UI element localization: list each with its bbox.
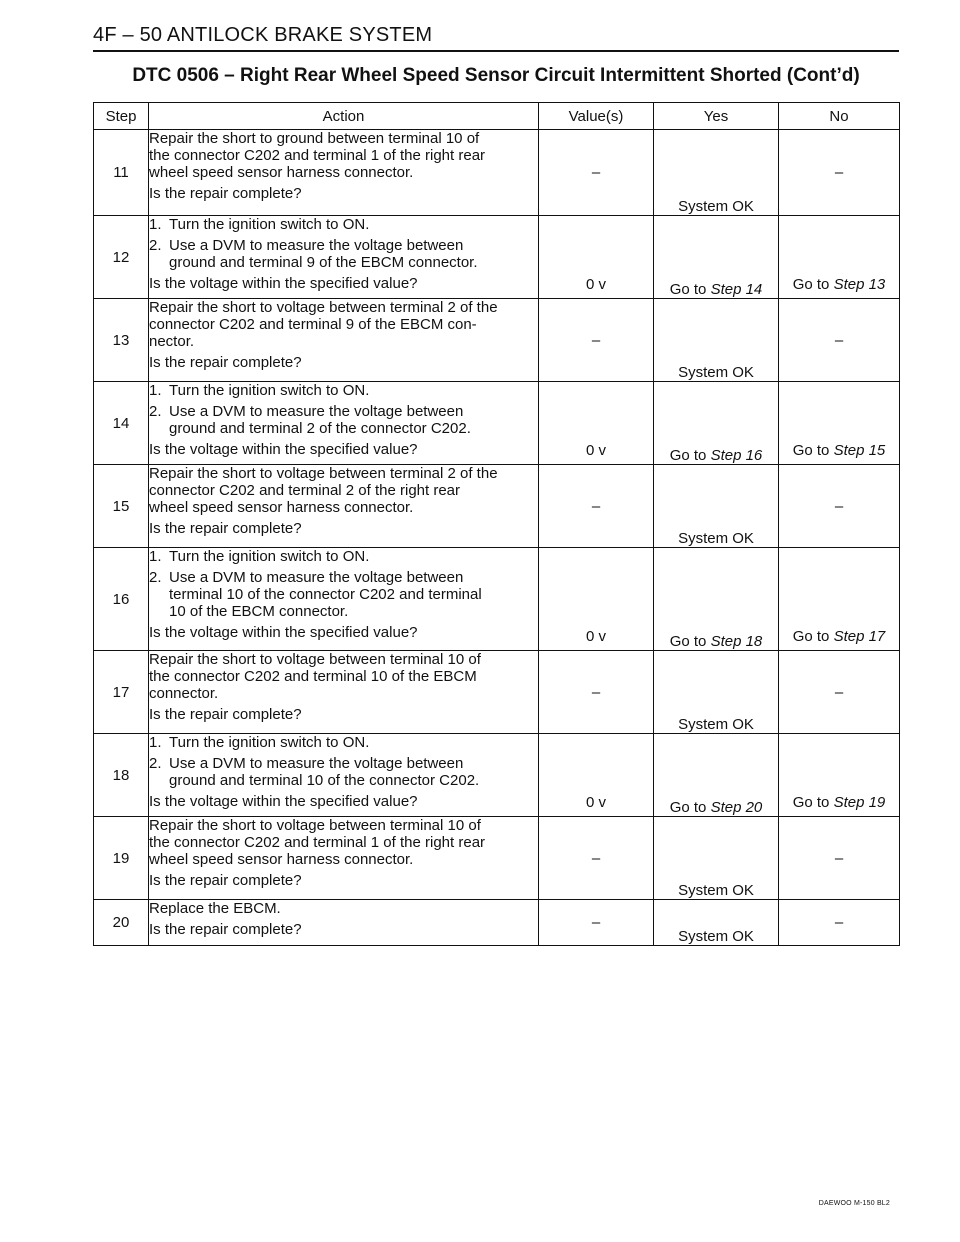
action-cell <box>149 382 539 465</box>
action-step-item <box>149 216 538 233</box>
value-cell: – <box>539 817 654 900</box>
value-cell: – <box>539 651 654 734</box>
action-question: Is the voltage within the specified value? <box>149 793 418 810</box>
action-question: Is the repair complete? <box>149 520 302 537</box>
step-number: 20 <box>94 900 149 946</box>
action-text: connector C202 and terminal 2 of the right rear <box>149 482 461 499</box>
yes-cell <box>654 734 779 817</box>
action-question: Is the repair complete? <box>149 872 302 889</box>
action-step-number: 2. <box>149 403 162 420</box>
yes-cell: System OK <box>654 900 779 946</box>
goto-step-link: Step 16 <box>710 447 763 464</box>
action-text: the connector C202 and terminal 1 of the right rear <box>149 147 486 164</box>
action-cell <box>149 900 539 946</box>
action-step-line <box>149 548 538 565</box>
action-cell <box>149 299 539 382</box>
no-cell: – <box>779 465 900 548</box>
action-text: wheel speed sensor harness connector. <box>149 499 414 516</box>
action-step-line <box>149 734 538 751</box>
action-cell <box>149 734 539 817</box>
step-number: 18 <box>94 734 149 817</box>
goto-prefix: Go to <box>792 794 830 811</box>
table-header-row <box>94 103 900 130</box>
action-question: Is the voltage within the specified value? <box>149 624 418 641</box>
table-row <box>94 382 900 465</box>
step-number: 11 <box>94 130 149 216</box>
step-number: 14 <box>94 382 149 465</box>
action-step-number: 1. <box>149 548 162 565</box>
goto-prefix: Go to <box>792 276 830 293</box>
value-cell: – <box>539 900 654 946</box>
action-question: Is the voltage within the specified value? <box>149 441 418 458</box>
action-text: wheel speed sensor harness connector. <box>149 164 414 181</box>
step-number: 12 <box>94 216 149 299</box>
yes-cell: System OK <box>654 465 779 548</box>
page-header: 4F – 50 ANTILOCK BRAKE SYSTEM <box>93 24 433 46</box>
table-row <box>94 299 900 382</box>
action-text: wheel speed sensor harness connector. <box>149 851 414 868</box>
action-text: nector. <box>149 333 195 350</box>
action-text: connector. <box>149 685 219 702</box>
action-text: Repair the short to ground between terminal 10 of <box>149 130 480 147</box>
action-question: Is the repair complete? <box>149 354 302 371</box>
action-step-number: 1. <box>149 216 162 233</box>
action-step-line <box>149 569 538 586</box>
action-step-number: 1. <box>149 734 162 751</box>
action-step-item <box>149 548 538 565</box>
step-number: 16 <box>94 548 149 651</box>
action-text: Repair the short to voltage between terminal 10 of <box>149 817 481 834</box>
table-row <box>94 548 900 651</box>
action-text: Turn the ignition switch to ON. <box>169 216 370 233</box>
no-cell <box>779 734 900 817</box>
step-number: 17 <box>94 651 149 734</box>
no-cell <box>779 548 900 651</box>
action-step-item <box>149 403 538 437</box>
action-text: Use a DVM to measure the voltage between <box>169 237 464 254</box>
table-row <box>94 651 900 734</box>
goto-prefix: Go to <box>669 633 707 650</box>
action-text: the connector C202 and terminal 1 of the right rear <box>149 834 486 851</box>
goto-step-link: Step 20 <box>710 799 763 816</box>
action-cell <box>149 548 539 651</box>
no-cell: – <box>779 299 900 382</box>
header-rule <box>93 50 899 52</box>
no-cell: – <box>779 651 900 734</box>
goto-prefix: Go to <box>792 442 830 459</box>
action-step-item <box>149 237 538 271</box>
yes-cell: System OK <box>654 651 779 734</box>
action-text: Repair the short to voltage between terminal 10 of <box>149 651 481 668</box>
action-text: Replace the EBCM. <box>149 900 281 917</box>
step-number: 13 <box>94 299 149 382</box>
action-question: Is the voltage within the specified value? <box>149 275 418 292</box>
action-text: ground and terminal 9 of the EBCM connector. <box>169 254 478 271</box>
action-text: Turn the ignition switch to ON. <box>169 734 370 751</box>
no-cell: – <box>779 130 900 216</box>
table-row <box>94 817 900 900</box>
yes-cell <box>654 382 779 465</box>
goto-step-link: Step 18 <box>710 633 763 650</box>
action-text: Repair the short to voltage between terminal 2 of the <box>149 465 498 482</box>
value-cell: – <box>539 465 654 548</box>
goto-prefix: Go to <box>669 799 707 816</box>
goto-step-link: Step 15 <box>833 442 886 459</box>
action-step-item <box>149 382 538 399</box>
goto-step-link: Step 14 <box>710 281 763 298</box>
action-cell <box>149 817 539 900</box>
table-row <box>94 465 900 548</box>
action-text: Repair the short to voltage between terminal 2 of the <box>149 299 498 316</box>
value-cell: – <box>539 299 654 382</box>
page-title: DTC 0506 – Right Rear Wheel Speed Sensor Circuit Intermittent Shorted (Cont’d) <box>132 65 860 86</box>
yes-cell: System OK <box>654 299 779 382</box>
action-step-line <box>149 216 538 233</box>
table-body <box>94 130 900 946</box>
table-row <box>94 130 900 216</box>
action-step-item <box>149 734 538 751</box>
goto-prefix: Go to <box>669 447 707 464</box>
action-text: Use a DVM to measure the voltage between <box>169 569 464 586</box>
yes-cell: System OK <box>654 817 779 900</box>
action-step-line <box>149 755 538 772</box>
action-question: Is the repair complete? <box>149 921 302 938</box>
action-step-item <box>149 755 538 789</box>
goto-step-link: Step 17 <box>833 628 886 645</box>
value-cell: – <box>539 130 654 216</box>
action-step-line <box>149 382 538 399</box>
action-step-line <box>149 403 538 420</box>
step-number: 15 <box>94 465 149 548</box>
action-text: Use a DVM to measure the voltage between <box>169 403 464 420</box>
table-row <box>94 900 900 946</box>
action-text: 10 of the EBCM connector. <box>169 603 349 620</box>
action-cell <box>149 465 539 548</box>
action-text: connector C202 and terminal 9 of the EBCM con- <box>149 316 477 333</box>
action-step-number: 2. <box>149 755 162 772</box>
goto-step-link: Step 19 <box>833 794 886 811</box>
yes-cell <box>654 548 779 651</box>
action-text: ground and terminal 2 of the connector C202. <box>169 420 471 437</box>
step-number: 19 <box>94 817 149 900</box>
action-cell <box>149 130 539 216</box>
goto-prefix: Go to <box>669 281 707 298</box>
column-header-yes: Yes <box>654 103 779 130</box>
column-header-action: Action <box>149 103 539 130</box>
action-question: Is the repair complete? <box>149 706 302 723</box>
action-cell <box>149 216 539 299</box>
no-cell: – <box>779 817 900 900</box>
action-step-item <box>149 569 538 620</box>
no-cell <box>779 216 900 299</box>
action-text: ground and terminal 10 of the connector C202. <box>169 772 480 789</box>
no-cell <box>779 382 900 465</box>
table-row <box>94 734 900 817</box>
value-cell: 0 v <box>539 216 654 299</box>
goto-step-link: Step 13 <box>833 276 886 293</box>
column-header-no: No <box>779 103 900 130</box>
column-header-value: Value(s) <box>539 103 654 130</box>
action-text: Use a DVM to measure the voltage between <box>169 755 464 772</box>
action-text: Turn the ignition switch to ON. <box>169 548 370 565</box>
action-text: terminal 10 of the connector C202 and terminal <box>169 586 482 603</box>
action-step-number: 1. <box>149 382 162 399</box>
action-text: Turn the ignition switch to ON. <box>169 382 370 399</box>
action-step-number: 2. <box>149 237 162 254</box>
goto-prefix: Go to <box>792 628 830 645</box>
yes-cell <box>654 216 779 299</box>
action-cell <box>149 651 539 734</box>
action-text: the connector C202 and terminal 10 of the EBCM <box>149 668 477 685</box>
footer-code: DAEWOO M-150 BL2 <box>818 1200 890 1207</box>
yes-cell: System OK <box>654 130 779 216</box>
value-cell: 0 v <box>539 548 654 651</box>
no-cell: – <box>779 900 900 946</box>
table-row <box>94 216 900 299</box>
diagnostic-table <box>93 102 900 946</box>
action-step-line <box>149 237 538 254</box>
action-step-number: 2. <box>149 569 162 586</box>
value-cell: 0 v <box>539 734 654 817</box>
action-question: Is the repair complete? <box>149 185 302 202</box>
value-cell: 0 v <box>539 382 654 465</box>
column-header-step: Step <box>94 103 149 130</box>
